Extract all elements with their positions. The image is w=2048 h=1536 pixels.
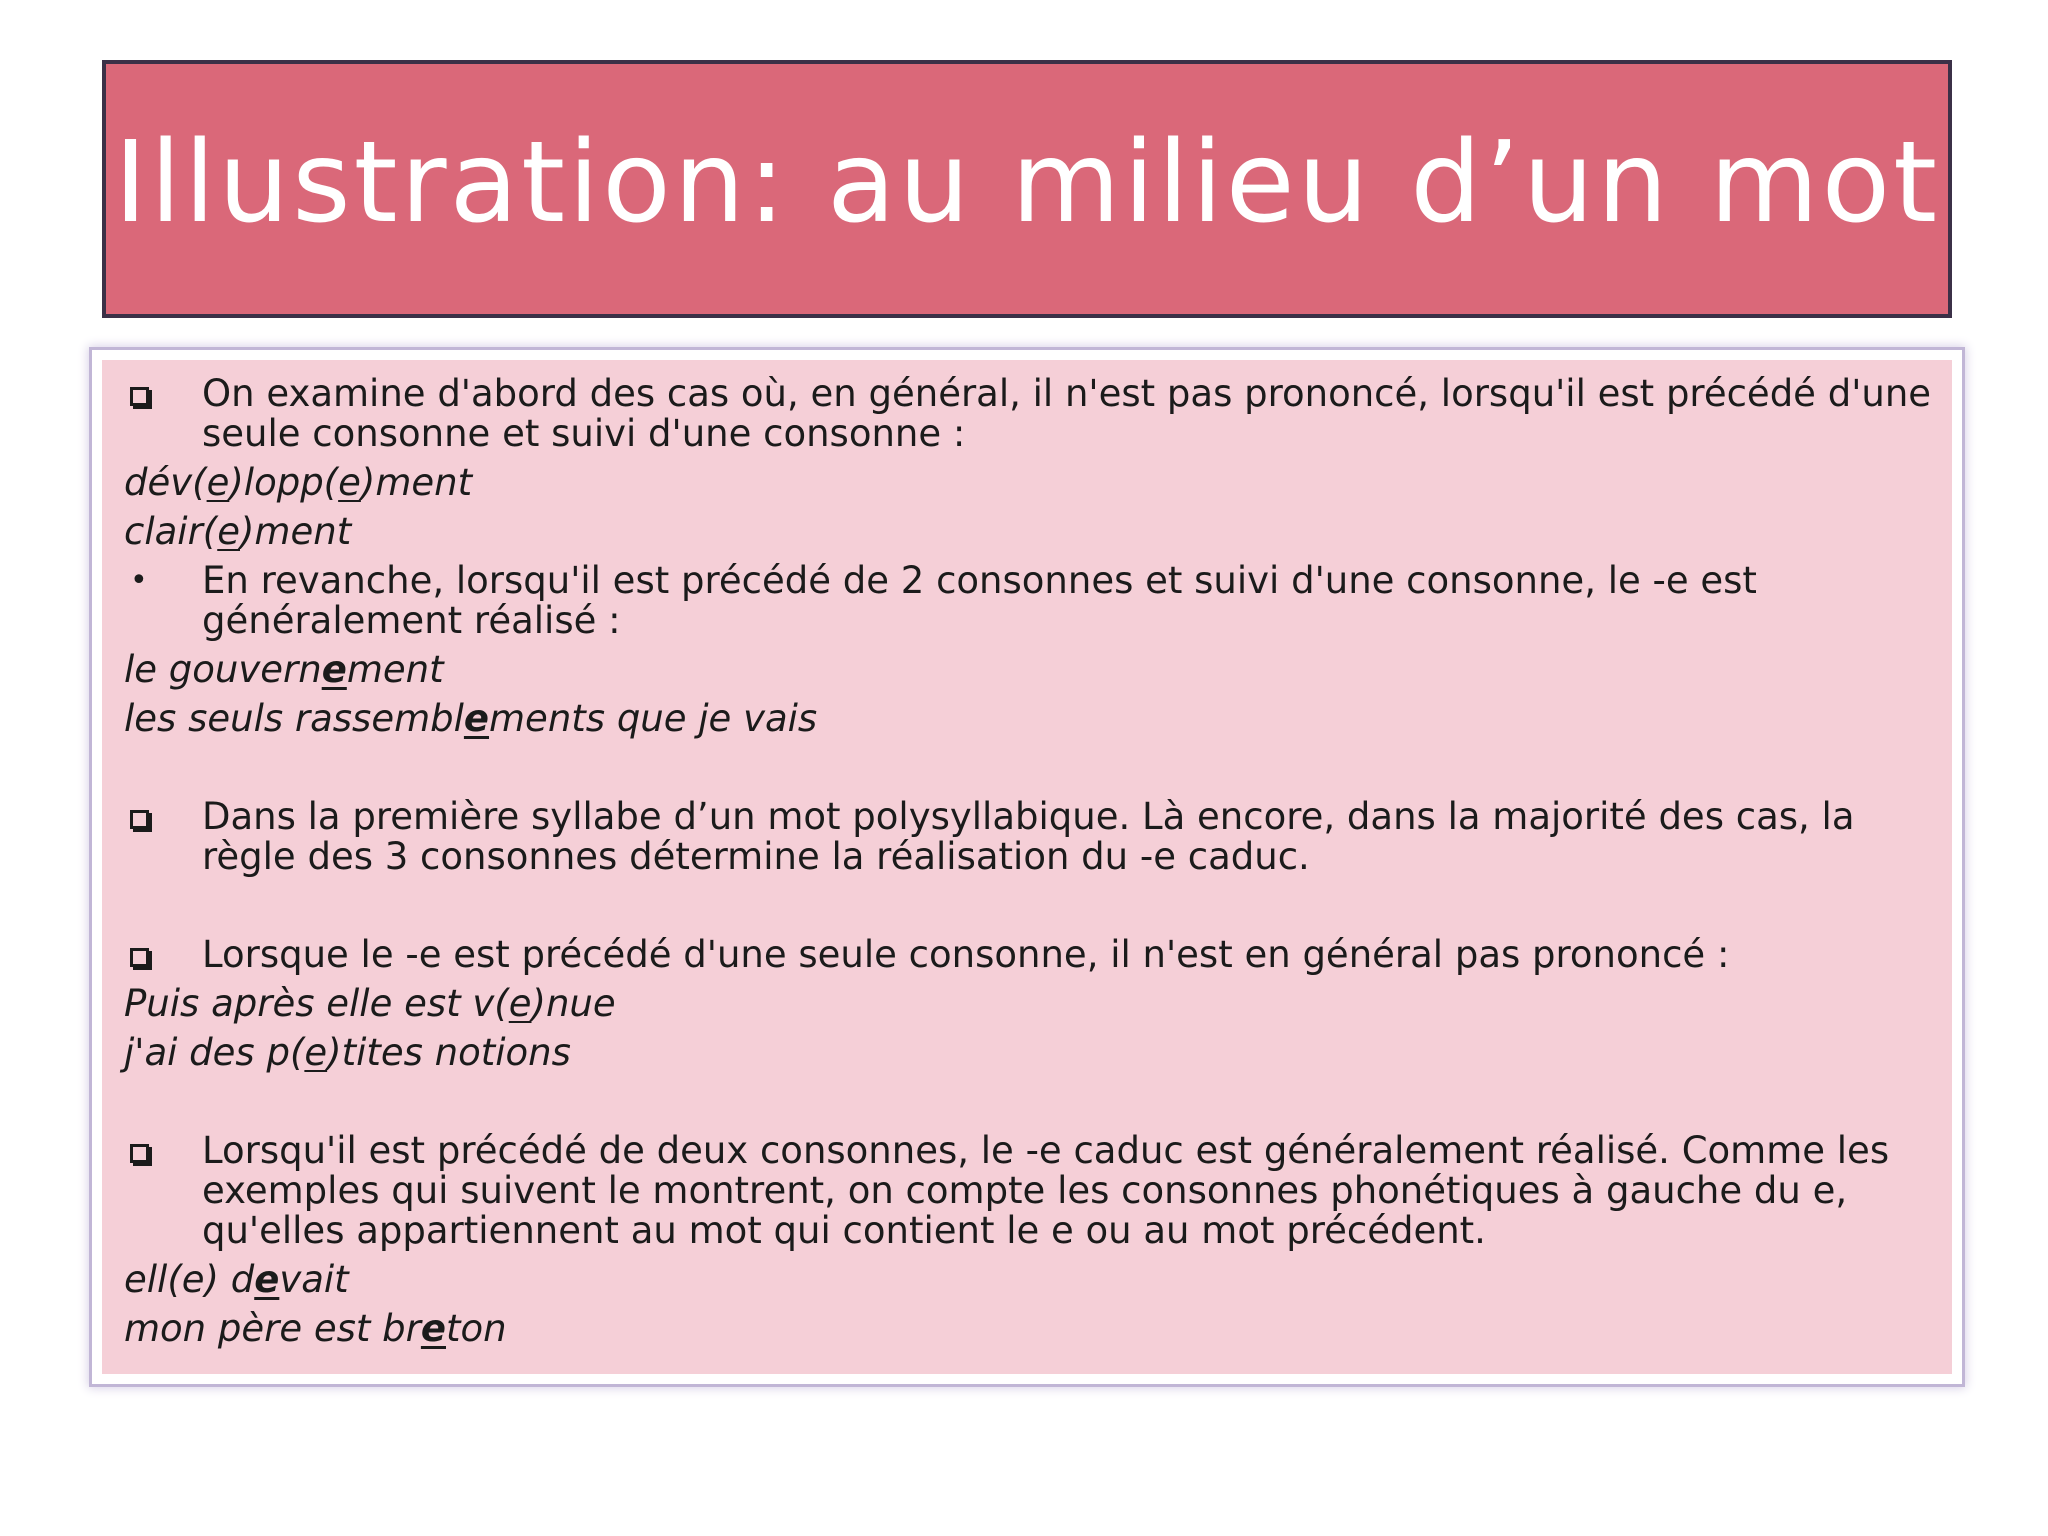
- bullet-item: [124, 1131, 1932, 1251]
- checkbox-bullet-icon: [130, 1131, 170, 1171]
- bullet-item: [124, 797, 1932, 877]
- example-line: j'ai des p(e)tites notions: [124, 1031, 571, 1074]
- example-line: Puis après elle est v(e)nue: [124, 982, 616, 1025]
- content-body: [124, 374, 1932, 1349]
- bullet-item: [124, 935, 1932, 975]
- content-panel: [92, 350, 1962, 1384]
- example-line: le gouvernement: [124, 648, 444, 691]
- checkbox-bullet-icon: [130, 797, 170, 837]
- bullet-text: Dans la première syllabe d’un mot polysyllabique. Là encore, dans la majorité des cas, la règle des 3 consonnes détermine la réalisation du -e caduc.: [202, 795, 1855, 878]
- bullet-text: En revanche, lorsqu'il est précédé de 2 consonnes et suivi d'une consonne, le -e est généralement réalisé :: [202, 559, 1757, 642]
- dot-bullet-icon: •: [130, 563, 148, 598]
- bullet-text: Lorsqu'il est précédé de deux consonnes, le -e caduc est généralement réalisé. Comme les exemples qui suivent le montrent, on compte les consonnes phonétiques à gauche du e, qu'elles appartiennent au mot qui contient le e ou au mot précédent.: [202, 1129, 1890, 1252]
- bullet-item: [124, 561, 1932, 641]
- slide-title: Illustration: au milieu d’un mot: [113, 118, 1941, 248]
- example-line: mon père est breton: [124, 1307, 507, 1350]
- title-banner: [102, 60, 1952, 318]
- example-line: ell(e) devait: [124, 1258, 349, 1301]
- bullet-item: [124, 374, 1932, 454]
- bullet-text: On examine d'abord des cas où, en général, il n'est pas prononcé, lorsqu'il est précédé d'une seule consonne et suivi d'une consonne :: [202, 372, 1932, 455]
- example-line: dév(e)lopp(e)ment: [124, 461, 473, 504]
- bullet-text: Lorsque le -e est précédé d'une seule consonne, il n'est en général pas prononcé :: [202, 933, 1730, 976]
- checkbox-bullet-icon: [130, 935, 170, 975]
- example-line: clair(e)ment: [124, 510, 352, 553]
- checkbox-bullet-icon: [130, 374, 170, 414]
- example-line: les seuls rassemblements que je vais: [124, 697, 818, 740]
